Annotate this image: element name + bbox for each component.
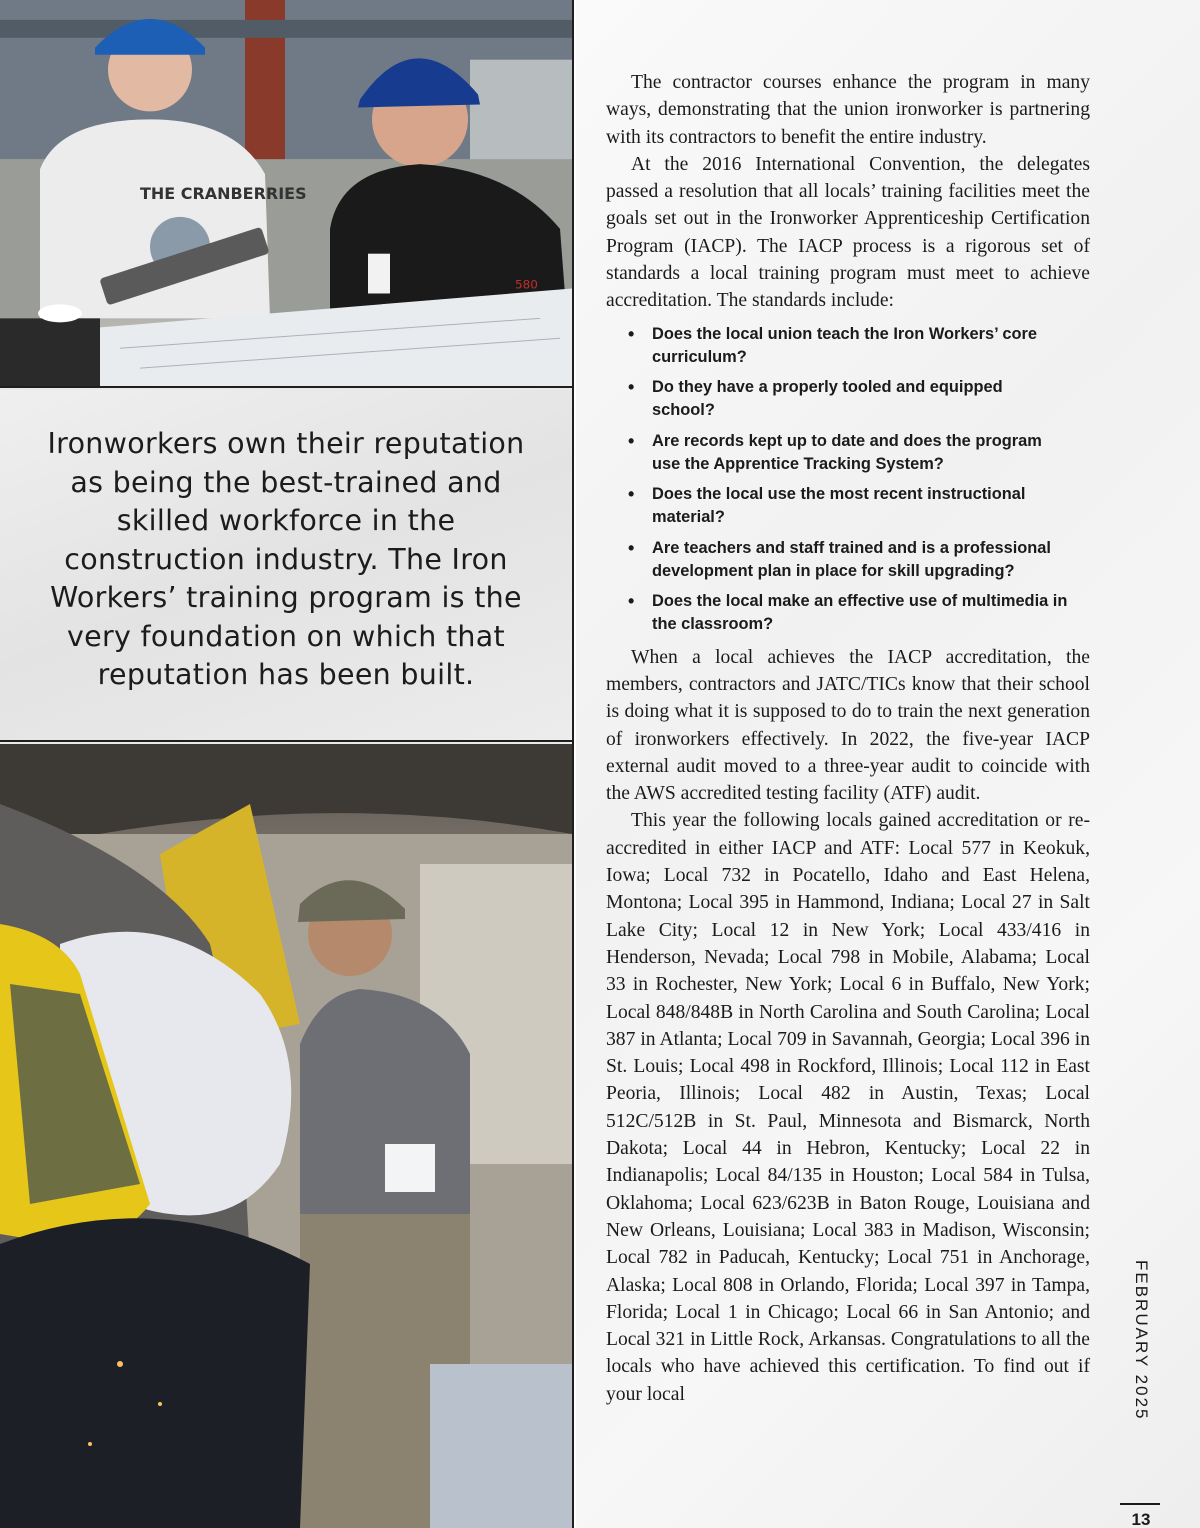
photo-ironworkers-reviewing-blueprints xyxy=(0,0,572,388)
page-number: 13 xyxy=(1131,1510,1151,1528)
article-body xyxy=(606,69,1090,1408)
photo-top-illustration xyxy=(0,0,572,386)
article-paragraph-2: At the 2016 International Convention, the delegates passed a resolution that all locals’ training facilities meet the goals set out in the Ironworker Apprenticeship Certification Program (IACP). The IACP process is a rigorous set of standards a local training program must meet to achieve accreditation. The standards include: xyxy=(606,153,1090,312)
article-paragraph-1: The contractor courses enhance the program in many ways, demonstrating that the union ironworker is partnering with its contractors to benefit the entire industry. xyxy=(606,72,1090,148)
standards-list-item: • Does the local use the most recent instructional material? xyxy=(606,483,1090,529)
photo-bottom-illustration xyxy=(0,744,572,1528)
pull-quote-box xyxy=(0,390,572,742)
photo-welder-and-instructor xyxy=(0,744,572,1528)
standards-list-item: • Does the local make an effective use of multimedia in the classroom? xyxy=(606,590,1090,636)
pull-quote: Ironworkers own their reputation as being the best-trained and skilled workforce in the construction industry. The Iron Workers’ training program is the very foundation on which that reputation has been built. xyxy=(47,427,525,692)
left-column xyxy=(0,0,574,1528)
standards-list xyxy=(606,323,1090,637)
standards-list-item: • Are teachers and staff trained and is a professional development plan in place for skill upgrading? xyxy=(606,537,1090,583)
article-paragraph-4: This year the following locals gained accreditation or re-accredited in either IACP and ATF: Local 577 in Keokuk, Iowa; Local 732 in Pocatello, Idaho and East Helena, Montona; Local 395 in Hammond, Indiana; Local 27 in Salt Lake City; Local 12 in New York; Local 433/416 in Henderson, Nevada; Local 798 in Mobile, Alabama; Local 33 in Rochester, New York; Local 6 in Buffalo, New York; Local 848/848B in North Carolina and South Carolina; Local 387 in Atlanta; Local 709 in Savannah, Georgia; Local 396 in St. Louis; Local 498 in Rockford, Illinois; Local 112 in East Peoria, Illinois; Local 482 in Austin, Texas; Local 512C/512B in St. Paul, Minnesota and Bismarck, North Dakota; Local 44 in Hebron, Kentucky; Local 22 in Indianapolis; Local 84/135 in Houston; Local 584 in Tulsa, Oklahoma; Local 623/623B in Baton Rouge, Louisiana and New Orleans, Louisiana; Local 383 in Madison, Wisconsin; Local 782 in Paducah, Kentucky; Local 751 in Anchorage, Alaska; Local 808 in Orlando, Florida; Local 397 in Tampa, Florida; Local 1 in Chicago; Local 66 in San Antonio; and Local 321 in Little Rock, Arkansas. Congratulations to all the locals who have achieved this certification. To find out if your local xyxy=(606,810,1090,1405)
folio-issue-date: FEBRUARY 2025 xyxy=(1132,1260,1151,1421)
article-paragraph-3: When a local achieves the IACP accreditation, the members, contractors and JATC/TICs know that their school is doing what it is supposed to do to train the next generation of ironworkers effectively. In 2022, the five-year IACP external audit moved to a three-year audit to coincide with the AWS accredited testing facility (ATF) audit. xyxy=(606,646,1090,805)
standards-list-item: • Are records kept up to date and does the program use the Apprentice Tracking System? xyxy=(606,430,1090,476)
shirt-print: THE CRANBERRIES xyxy=(140,184,307,203)
sleeve-badge: 580 xyxy=(515,277,538,292)
standards-list-item: • Do they have a properly tooled and equipped school? xyxy=(606,376,1090,422)
standards-list-item: • Does the local union teach the Iron Workers’ core curriculum? xyxy=(606,323,1090,369)
folio-divider xyxy=(1120,1503,1160,1505)
right-column xyxy=(576,0,1200,1528)
